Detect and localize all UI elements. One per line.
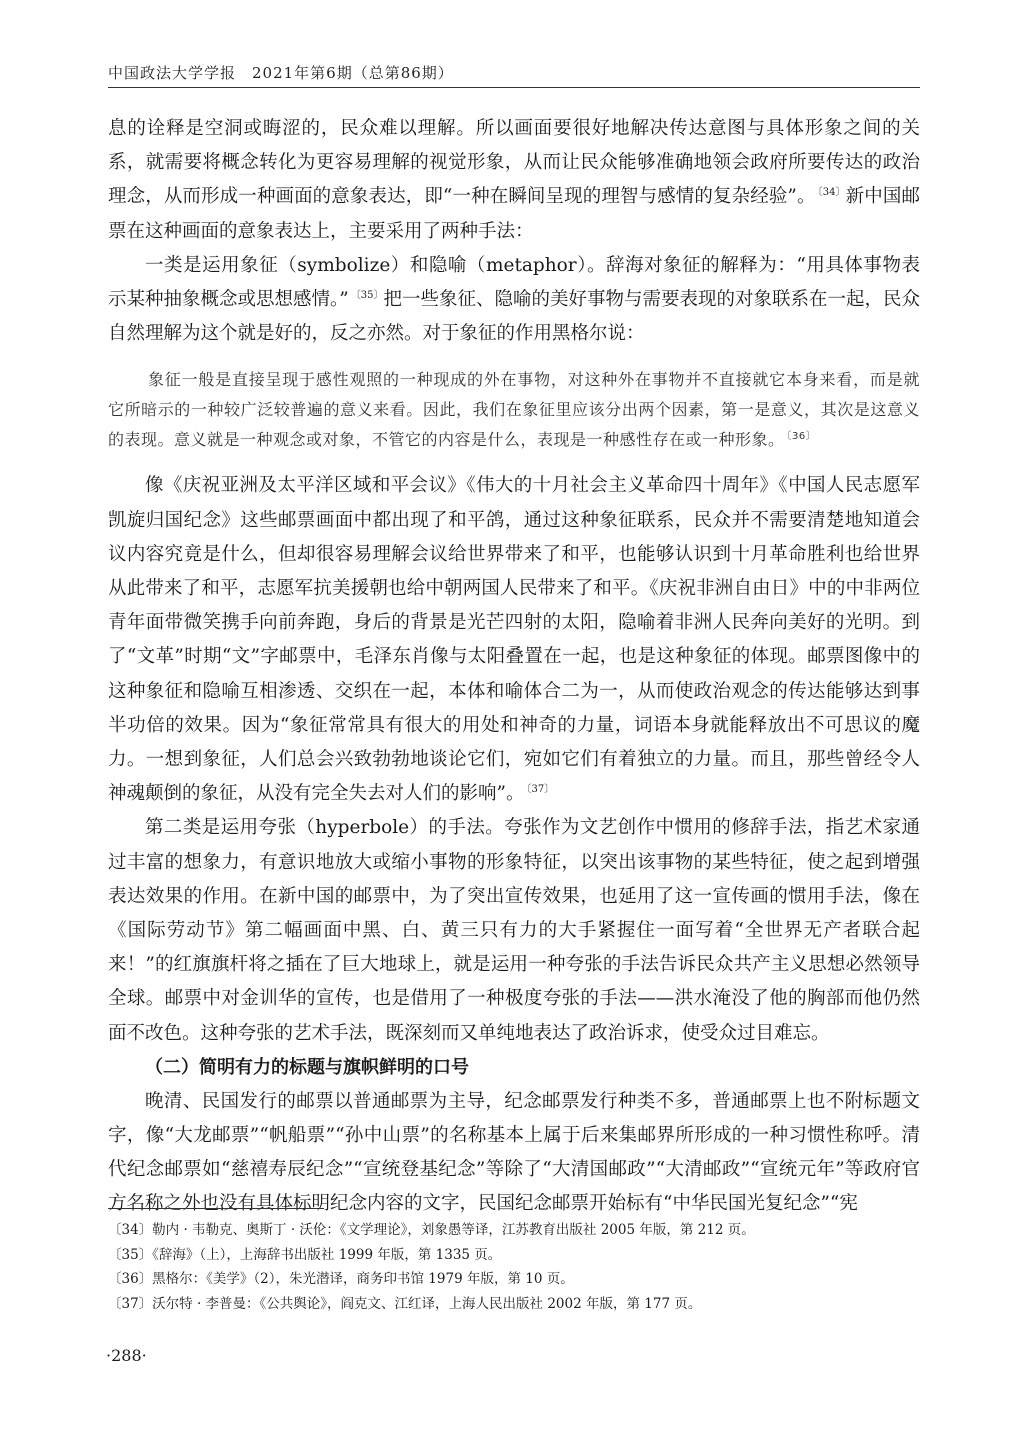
paragraph-2-tail: 把一些象征、隐喻的美好事物与需要表现的对象联系在一起，民众自然理解为这个就是好的，反之亦然。对于象征的作用黑格尔说： [108, 289, 920, 345]
footnote-ref-34[interactable]: 〔34〕 [817, 187, 846, 199]
paragraph-1-tail: 新中国邮票在这种画面的意象表达上，主要采用了两种手法： [108, 186, 920, 242]
footnote-ref-35[interactable]: 〔35〕 [350, 289, 384, 301]
running-head: 中国政法大学学报 2021年第6期（总第86期） [108, 64, 454, 82]
article-body [108, 112, 920, 1222]
section-subheading: （二）简明有力的标题与旗帜鲜明的口号 [145, 1056, 469, 1078]
paragraph-3-text: 像《庆祝亚洲及太平洋区域和平会议》《伟大的十月社会主义革命四十周年》《中国人民志愿军凯旋归国纪念》这些邮票画面中都出现了和平鸽，通过这种象征联系，民众并不需要清楚地知道会议内容究竟是什么，但却很容易理解会议给世界带来了和平，也能够认识到十月革命胜利也给世界从此带来了和平，志愿军抗美援朝也给中朝两国人民带来了和平。《庆祝非洲自由日》中的中非两位青年面带微笑携手向前奔跑，身后的背景是光芒四射的太阳，隐喻着非洲人民奔向美好的光明。到了“文革”时期“文”字邮票中，毛泽东肖像与太阳叠置在一起，也是这种象征的体现。邮票图像中的这种象征和隐喻互相渗透、交织在一起，本体和喻体合二为一，从而使政治观念的传达能够达到事半功倍的效果。因为“象征常常具有很大的用处和神奇的力量，词语本身就能释放出不可思议的魔力。一想到象征，人们总会兴致勃勃地谈论它们，宛如它们有着独立的力量。而且，那些曾经令人神魂颠倒的象征，从没有完全失去对人们的影响”。 [108, 475, 920, 805]
paragraph-2 [108, 249, 920, 352]
block-quote [108, 365, 920, 455]
footnote-37: 〔37〕沃尔特 · 李普曼：《公共舆论》，阎克文、江红译，上海人民出版社 2002 年版，第 177 页。 [108, 1295, 702, 1312]
footnote-ref-37[interactable]: 〔37〕 [526, 784, 555, 796]
footnotes [108, 1218, 920, 1316]
paragraph-5: 晚清、民国发行的邮票以普通邮票为主导，纪念邮票发行种类不多，普通邮票上也不附标题文字，像“大龙邮票”“帆船票”“孙中山票”的名称基本上属于后来集邮界所形成的一种习惯性称呼。清代纪念邮票如“慈禧寿辰纪念”“宣统登基纪念”等除了“大清国邮政”“大清邮政”“宣统元年”等政府官方名称之外也没有具体标明纪念内容的文字，民国纪念邮票开始标有“中华民国光复纪念”“宪 [108, 1090, 920, 1215]
paragraph-2-text: 一类是运用象征（symbolize）和隐喻（metaphor）。辞海对象征的解释为：“用具体事物表示某种抽象概念或思想感情。” [108, 254, 920, 311]
paragraph-1-text: 息的诠释是空洞或晦涩的，民众难以理解。所以画面要很好地解决传达意图与具体形象之间的关系，就需要将概念转化为更容易理解的视觉形象，从而让民众能够准确地领会政府所要传达的政治理念，从而形成一种画面的意象表达，即“一种在瞬间呈现的理智与感情的复杂经验”。 [108, 118, 920, 208]
header-rule [108, 87, 920, 88]
page-number: ·288· [106, 1346, 147, 1365]
paragraph-3 [108, 469, 920, 811]
footnote-36: 〔36〕黑格尔：《美学》（2），朱光潜译，商务印书馆 1979 年版，第 10 页。 [108, 1271, 574, 1287]
paragraph-4: 第二类是运用夸张（hyperbole）的手法。夸张作为文艺创作中惯用的修辞手法，指艺术家通过丰富的想象力，有意识地放大或缩小事物的形象特征，以突出该事物的某些特征，使之起到增强表达效果的作用。在新中国的邮票中，为了突出宣传效果，也延用了这一宣传画的惯用手法，像在《国际劳动节》第二幅画面中黑、白、黄三只有力的大手紧握住一面写着“全世界无产者联合起来！”的红旗旗杆将之插在了巨大地球上，就是运用一种夸张的手法告诉民众共产主义思想必然领导全球。邮票中对金训华的宣传，也是借用了一种极度夸张的手法——洪水淹没了他的胸部而他仍然面不改色。这种夸张的艺术手法，既深刻而又单纯地表达了政治诉求，使受众过目难忘。 [108, 817, 920, 1044]
footnote-rule [108, 1208, 324, 1209]
footnote-ref-36[interactable]: 〔36〕 [786, 431, 817, 443]
footnote-34: 〔34〕勒内 · 韦勒克、奥斯丁 · 沃伦：《文学理论》，刘象愚等译，江苏教育出版社 2005 年版，第 212 页。 [108, 1222, 755, 1238]
paragraph-1 [108, 112, 920, 249]
block-quote-text: 象征一般是直接呈现于感性观照的一种现成的外在事物，对这种外在事物并不直接就它本身来看，而是就它所暗示的一种较广泛较普遍的意义来看。因此，我们在象征里应该分出两个因素，第一是意义，其次是这意义的表现。意义就是一种观念或对象，不管它的内容是什么，表现是一种感性存在或一种形象。 [108, 370, 920, 450]
footnote-35: 〔35〕《辞海》（上），上海辞书出版社 1999 年版，第 1335 页。 [108, 1246, 502, 1263]
